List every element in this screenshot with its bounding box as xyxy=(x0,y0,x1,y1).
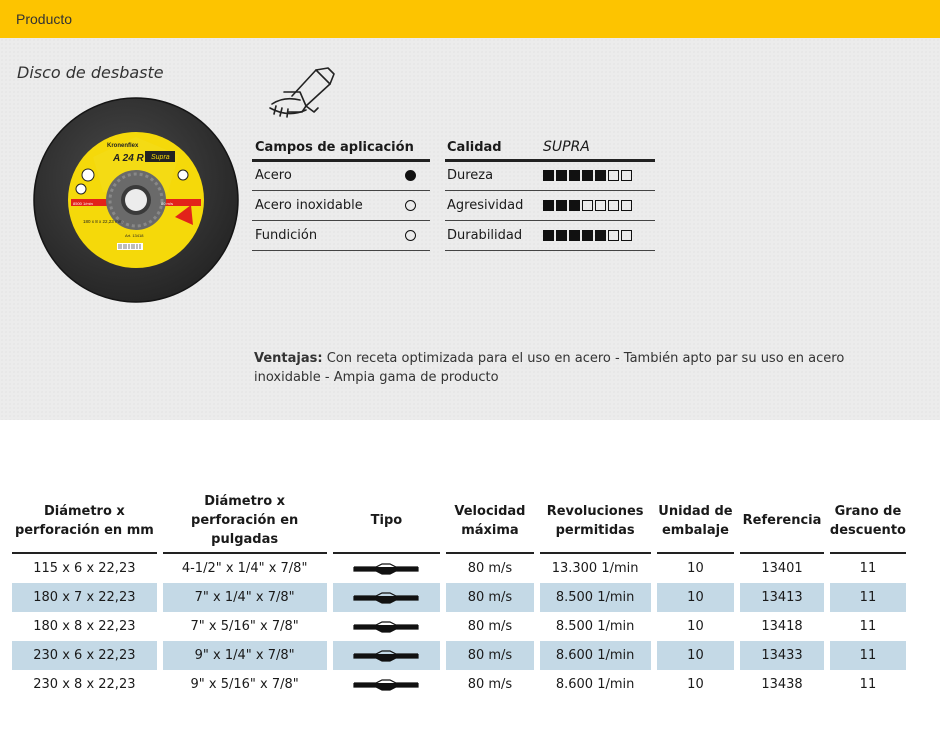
unit-cell: 10 xyxy=(687,619,704,634)
table-row xyxy=(12,583,906,612)
empty-square-icon xyxy=(582,200,593,211)
empty-circle-icon xyxy=(405,200,416,211)
product-variants-table xyxy=(6,492,912,699)
quality-row xyxy=(445,160,655,190)
speed-cell: 80 m/s xyxy=(467,677,513,692)
grain-cell: 11 xyxy=(859,619,877,634)
diameter-inch-cell: 9" x 1/4" x 7/8" xyxy=(163,641,327,670)
grain-cell: 11 xyxy=(830,641,906,670)
diameter-inch-cell: 7" x 1/4" x 7/8" xyxy=(163,583,327,612)
col-reference: Referencia xyxy=(740,492,824,554)
depressed-center-disc-icon xyxy=(352,621,420,633)
page-header xyxy=(0,0,940,38)
filled-square-icon xyxy=(569,170,580,181)
unit-cell: 10 xyxy=(657,583,734,612)
depressed-center-disc-icon xyxy=(352,592,420,604)
filled-square-icon xyxy=(543,230,554,241)
disc-line-text: Supra xyxy=(151,154,170,161)
empty-square-icon xyxy=(595,200,606,211)
table-header-row xyxy=(12,492,906,554)
quality-table xyxy=(445,136,655,251)
quality-row xyxy=(445,190,655,220)
application-label: Fundición xyxy=(252,220,390,250)
diameter-mm-cell: 180 x 7 x 22,23 xyxy=(12,583,157,612)
table-row xyxy=(12,612,906,641)
disc-spec-text: A 24 R xyxy=(113,153,144,164)
empty-square-icon xyxy=(621,200,632,211)
diameter-mm-cell: 230 x 6 x 22,23 xyxy=(12,641,157,670)
table-row xyxy=(12,554,906,583)
unit-cell: 10 xyxy=(687,561,704,576)
diameter-mm-cell: 115 x 6 x 22,23 xyxy=(33,561,136,576)
diameter-mm-cell: 230 x 8 x 22,23 xyxy=(33,677,136,692)
empty-square-icon xyxy=(621,230,632,241)
filled-circle-icon xyxy=(405,170,416,181)
filled-square-icon xyxy=(543,200,554,211)
filled-square-icon xyxy=(582,170,593,181)
type-cell xyxy=(333,554,441,583)
type-cell xyxy=(333,670,441,699)
empty-square-icon xyxy=(608,230,619,241)
col-rpm: Revoluciones permitidas xyxy=(540,492,651,554)
quality-row xyxy=(445,220,655,250)
empty-square-icon xyxy=(608,170,619,181)
applications-table xyxy=(252,136,430,251)
rpm-cell: 8.500 1/min xyxy=(555,619,635,634)
application-row xyxy=(252,220,430,250)
reference-cell: 13433 xyxy=(740,641,824,670)
rating-scale xyxy=(543,200,632,211)
rpm-cell: 8.600 1/min xyxy=(540,641,651,670)
advantages-body: Con receta optimizada para el uso en acero - También apto par su uso en acero inoxidable - Ampia gama de producto xyxy=(254,351,845,385)
table-row xyxy=(12,670,906,699)
application-label: Acero inoxidable xyxy=(252,190,390,220)
quality-label: Dureza xyxy=(445,160,543,190)
depressed-center-disc-icon xyxy=(352,679,420,691)
filled-square-icon xyxy=(556,200,567,211)
empty-square-icon xyxy=(621,170,632,181)
grain-cell: 11 xyxy=(859,561,877,576)
type-cell xyxy=(333,612,441,641)
quality-label: Agresividad xyxy=(445,190,543,220)
grain-cell: 11 xyxy=(859,677,877,692)
unit-cell: 10 xyxy=(657,641,734,670)
diameter-inch-cell: 9" x 5/16" x 7/8" xyxy=(190,677,299,692)
disc-speed-text: 80 m/s xyxy=(161,201,174,206)
diameter-inch-cell: 4-1/2" x 1/4" x 7/8" xyxy=(181,561,308,576)
speed-cell: 80 m/s xyxy=(446,641,533,670)
filled-square-icon xyxy=(595,170,606,181)
table-row xyxy=(12,641,906,670)
speed-cell: 80 m/s xyxy=(467,561,513,576)
diameter-inch-cell: 7" x 5/16" x 7/8" xyxy=(190,619,299,634)
empty-square-icon xyxy=(608,200,619,211)
application-row xyxy=(252,160,430,190)
rating-scale xyxy=(543,170,632,181)
speed-cell: 80 m/s xyxy=(467,619,513,634)
filled-square-icon xyxy=(582,230,593,241)
filled-square-icon xyxy=(569,200,580,211)
filled-square-icon xyxy=(556,230,567,241)
diameter-mm-cell: 180 x 8 x 22,23 xyxy=(33,619,136,634)
depressed-center-disc-icon xyxy=(352,650,420,662)
unit-cell: 10 xyxy=(687,677,704,692)
applications-heading: Campos de aplicación xyxy=(252,136,430,160)
disc-image xyxy=(33,97,239,303)
page-header-title: Producto xyxy=(16,11,73,27)
rpm-cell: 8.600 1/min xyxy=(555,677,635,692)
speed-cell: 80 m/s xyxy=(446,583,533,612)
application-label: Acero xyxy=(252,160,390,190)
type-cell xyxy=(333,641,441,670)
col-speed: Velocidad máxima xyxy=(446,492,533,554)
filled-square-icon xyxy=(569,230,580,241)
quality-value: SUPRA xyxy=(543,136,655,160)
reference-cell: 13413 xyxy=(740,583,824,612)
col-grain: Grano de descuento xyxy=(830,492,906,554)
angle-grinder-icon xyxy=(266,66,338,120)
quality-label: Durabilidad xyxy=(445,220,543,250)
col-type: Tipo xyxy=(333,492,441,554)
rpm-cell: 13.300 1/min xyxy=(551,561,639,576)
empty-circle-icon xyxy=(405,230,416,241)
filled-square-icon xyxy=(543,170,554,181)
filled-square-icon xyxy=(556,170,567,181)
disc-brand-text: Kronenflex xyxy=(107,143,139,149)
filled-square-icon xyxy=(595,230,606,241)
rpm-cell: 8.500 1/min xyxy=(540,583,651,612)
disc-article-text: Art. 13418 xyxy=(125,233,144,238)
application-row xyxy=(252,190,430,220)
product-name: Disco de desbaste xyxy=(17,63,164,82)
depressed-center-disc-icon xyxy=(352,563,420,575)
quality-heading: Calidad xyxy=(445,136,543,160)
advantages-text xyxy=(254,349,874,387)
col-unit: Unidad de embalaje xyxy=(657,492,734,554)
reference-cell: 13418 xyxy=(761,619,803,634)
reference-cell: 13401 xyxy=(761,561,803,576)
advantages-label: Ventajas: xyxy=(254,351,323,366)
rating-scale xyxy=(543,230,632,241)
type-cell xyxy=(333,583,441,612)
grain-cell: 11 xyxy=(830,583,906,612)
disc-size-text: 180 x 8 x 22,23 mm xyxy=(83,219,123,224)
col-diameter-inch: Diámetro x perforación en pulgadas xyxy=(163,492,327,554)
reference-cell: 13438 xyxy=(761,677,803,692)
disc-rpm-text: 8500 1/min xyxy=(73,201,93,206)
col-diameter-mm: Diámetro x perforación en mm xyxy=(12,492,157,554)
